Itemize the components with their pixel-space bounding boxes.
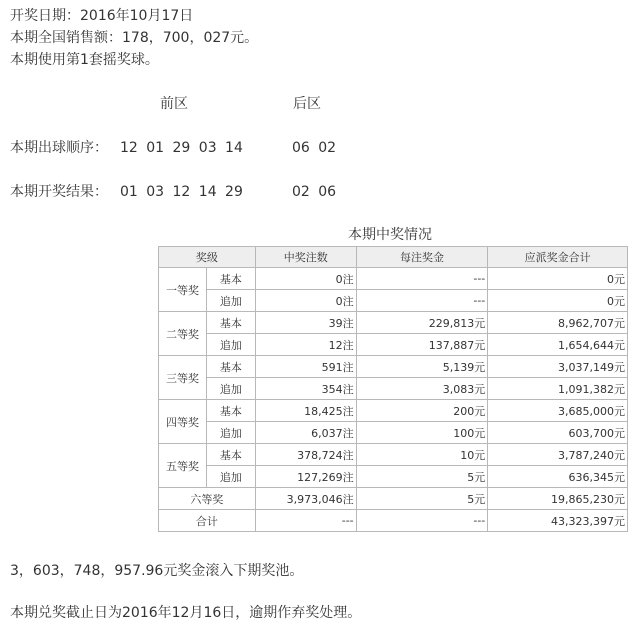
prize-cell: ---: [356, 268, 488, 290]
count-cell: 39注: [255, 312, 356, 334]
table-row: [159, 444, 628, 466]
count-cell: 18,425注: [255, 400, 356, 422]
front-zone-label: 前区: [160, 96, 188, 112]
table-row: [159, 422, 628, 444]
draw-order-back: 06 02: [292, 140, 337, 156]
table-row: [159, 356, 628, 378]
prize-cell: 3,083元: [356, 378, 488, 400]
col-header-count: 中奖注数: [255, 247, 356, 268]
total-cell: 1,091,382元: [488, 378, 628, 400]
count-cell: 0注: [255, 290, 356, 312]
tier-cell: 六等奖: [159, 488, 256, 510]
table-row: [159, 488, 628, 510]
tier-cell: 二等奖: [159, 312, 207, 356]
total-label-cell: 合计: [159, 510, 256, 532]
prize-cell: ---: [356, 510, 488, 532]
table-row: [159, 268, 628, 290]
type-cell: 基本: [206, 312, 255, 334]
table-total-row: [159, 510, 628, 532]
prize-table: [158, 246, 628, 532]
prize-cell: 137,887元: [356, 334, 488, 356]
type-cell: 追加: [206, 422, 255, 444]
total-cell: 0元: [488, 290, 628, 312]
count-cell: 378,724注: [255, 444, 356, 466]
draw-date: 开奖日期：2016年10月17日: [10, 8, 194, 24]
table-row: [159, 290, 628, 312]
back-zone-label: 后区: [293, 96, 321, 112]
prize-cell: 5,139元: [356, 356, 488, 378]
draw-result-label: 本期开奖结果：: [10, 184, 108, 200]
total-cell: 0元: [488, 268, 628, 290]
rollover-note: 3，603，748，957.96元奖金滚入下期奖池。: [10, 563, 304, 579]
ball-set-info: 本期使用第1套摇奖球。: [10, 52, 159, 68]
draw-result-front: 01 03 12 14 29: [120, 184, 243, 200]
prize-table-caption: 本期中奖情况: [348, 227, 432, 243]
count-cell: 127,269注: [255, 466, 356, 488]
grand-total-cell: 43,323,397元: [488, 510, 628, 532]
total-cell: 3,787,240元: [488, 444, 628, 466]
prize-cell: 5元: [356, 466, 488, 488]
table-row: [159, 334, 628, 356]
table-row: [159, 312, 628, 334]
prize-cell: 200元: [356, 400, 488, 422]
national-sales: 本期全国销售额：178，700，027元。: [10, 30, 259, 46]
table-row: [159, 378, 628, 400]
count-cell: 354注: [255, 378, 356, 400]
total-cell: 3,037,149元: [488, 356, 628, 378]
tier-cell: 四等奖: [159, 400, 207, 444]
claim-deadline-note: 本期兑奖截止日为2016年12月16日，逾期作弃奖处理。: [10, 605, 362, 621]
type-cell: 基本: [206, 268, 255, 290]
total-cell: 603,700元: [488, 422, 628, 444]
tier-cell: 一等奖: [159, 268, 207, 312]
count-cell: 3,973,046注: [255, 488, 356, 510]
type-cell: 基本: [206, 400, 255, 422]
draw-order-label: 本期出球顺序：: [10, 140, 108, 156]
total-cell: 636,345元: [488, 466, 628, 488]
total-cell: 3,685,000元: [488, 400, 628, 422]
col-header-tier: 奖级: [159, 247, 256, 268]
col-header-prize: 每注奖金: [356, 247, 488, 268]
col-header-total: 应派奖金合计: [488, 247, 628, 268]
prize-cell: 10元: [356, 444, 488, 466]
type-cell: 基本: [206, 444, 255, 466]
type-cell: 追加: [206, 466, 255, 488]
total-cell: 8,962,707元: [488, 312, 628, 334]
tier-cell: 三等奖: [159, 356, 207, 400]
total-cell: 1,654,644元: [488, 334, 628, 356]
type-cell: 追加: [206, 290, 255, 312]
count-cell: 591注: [255, 356, 356, 378]
prize-cell: 229,813元: [356, 312, 488, 334]
table-row: [159, 466, 628, 488]
prize-cell: 5元: [356, 488, 488, 510]
prize-cell: 100元: [356, 422, 488, 444]
draw-result-back: 02 06: [292, 184, 337, 200]
type-cell: 追加: [206, 378, 255, 400]
count-cell: 6,037注: [255, 422, 356, 444]
table-row: [159, 400, 628, 422]
tier-cell: 五等奖: [159, 444, 207, 488]
count-cell: 12注: [255, 334, 356, 356]
type-cell: 基本: [206, 356, 255, 378]
draw-order-front: 12 01 29 03 14: [120, 140, 243, 156]
prize-cell: ---: [356, 290, 488, 312]
table-header-row: [159, 247, 628, 268]
count-cell: ---: [255, 510, 356, 532]
count-cell: 0注: [255, 268, 356, 290]
type-cell: 追加: [206, 334, 255, 356]
total-cell: 19,865,230元: [488, 488, 628, 510]
